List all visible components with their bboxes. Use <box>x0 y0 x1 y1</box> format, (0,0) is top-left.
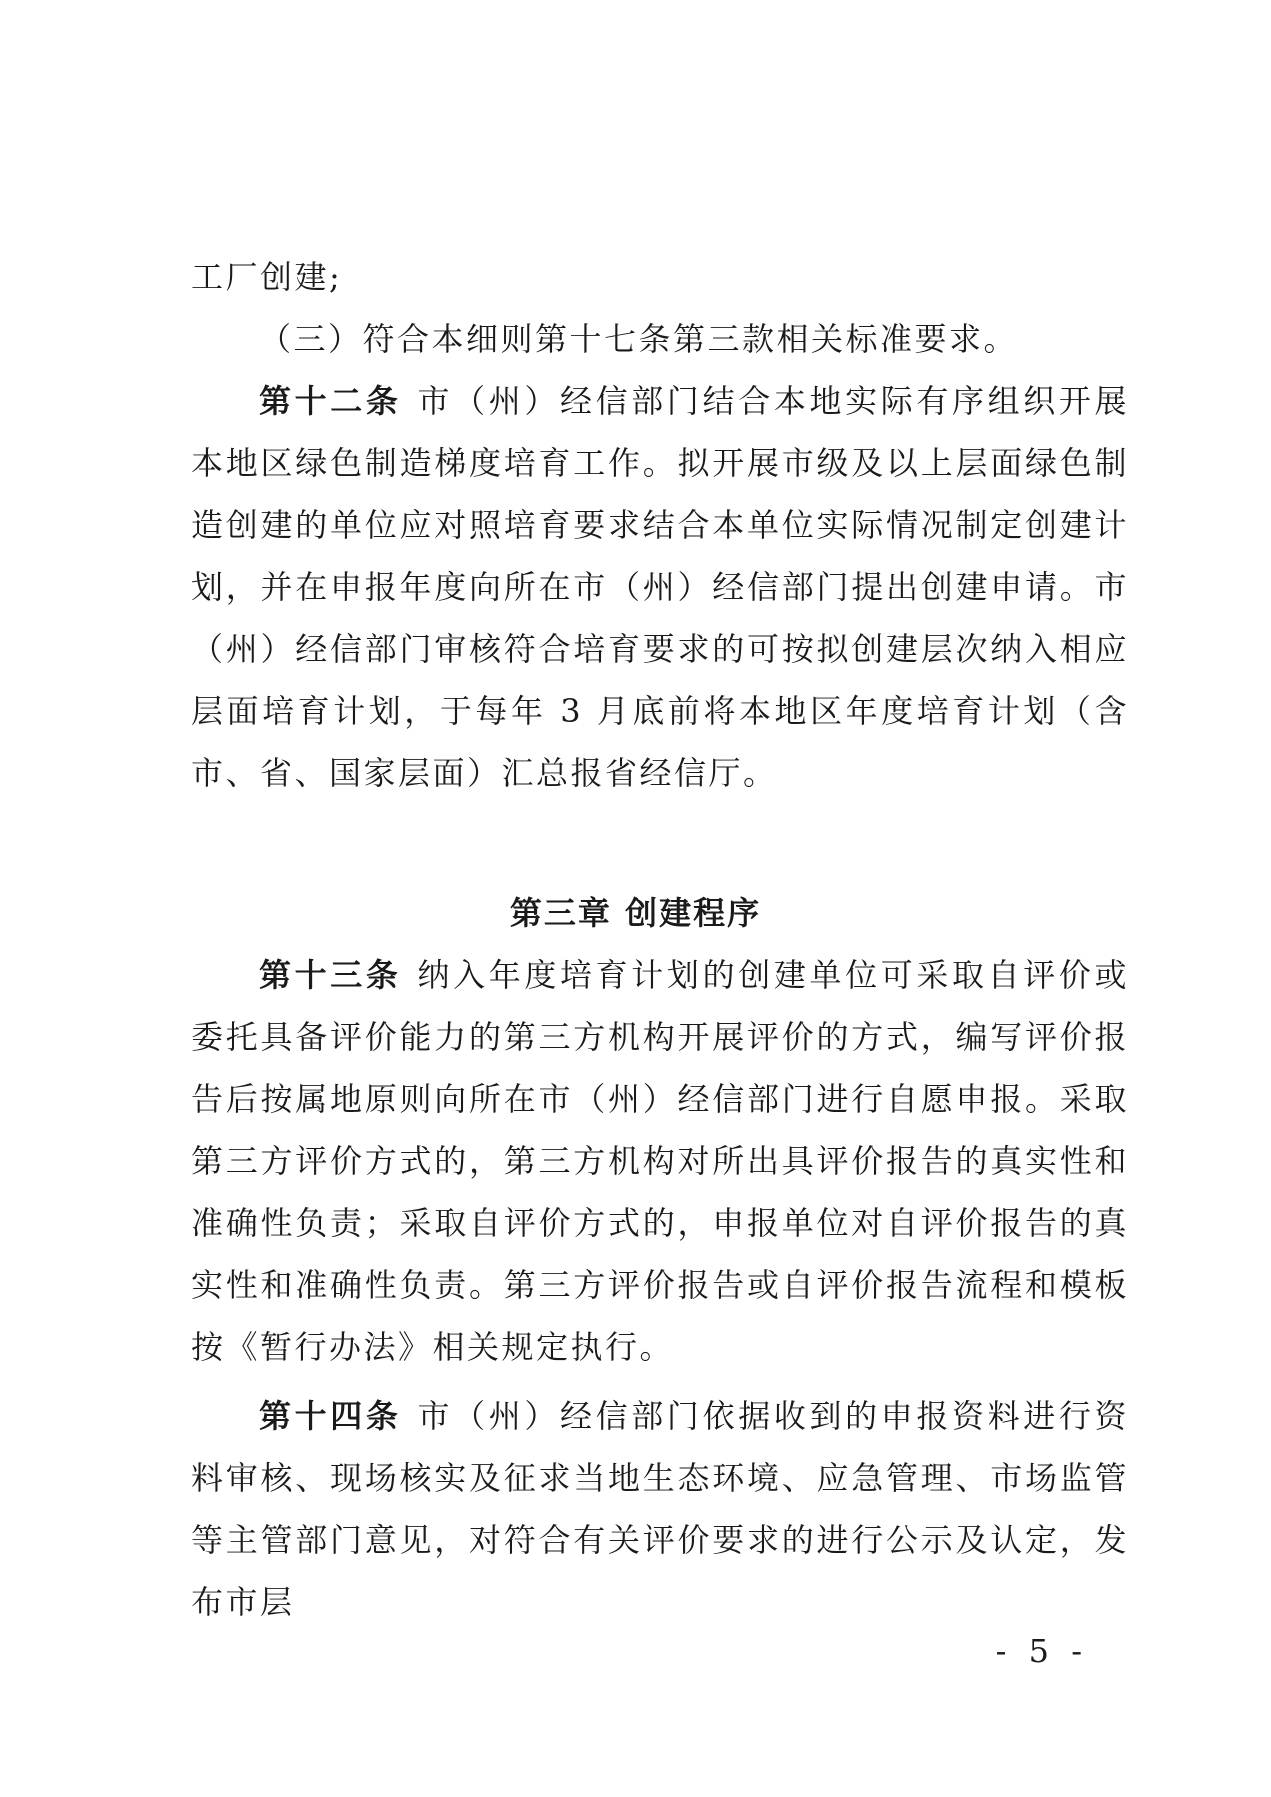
article-14-text: 市（州）经信部门依据收到的申报资料进行资料审核、现场核实及征求当地生态环境、应急管理、市场监管等主管部门意见，对符合有关评价要求的进行公示及认定，发布市层 <box>191 1397 1129 1621</box>
article-14-paragraph <box>191 1385 1129 1633</box>
article-12-paragraph <box>191 370 1129 804</box>
article-12-text: 市（州）经信部门结合本地实际有序组织开展本地区绿色制造梯度培育工作。拟开展市级及以上层面绿色制造创建的单位应对照培育要求结合本单位实际情况制定创建计划，并在申报年度向所在市（州）经信部门提出创建申请。市（州）经信部门审核符合培育要求的可按拟创建层次纳入相应层面培育计划，于每年 3 月底前将本地区年度培育计划（含市、省、国家层面）汇总报省经信厅。 <box>191 382 1129 792</box>
item-3-text: （三）符合本细则第十七条第三款相关标准要求。 <box>259 320 1019 358</box>
continuation-line <box>191 246 1129 308</box>
article-13-paragraph <box>191 944 1129 1378</box>
article-12-label: 第十二条 <box>259 382 402 420</box>
item-3-paragraph <box>191 308 1129 370</box>
article-13-label: 第十三条 <box>259 956 402 994</box>
page-number: - 5 - <box>995 1632 1088 1670</box>
article-13-text: 纳入年度培育计划的创建单位可采取自评价或委托具备评价能力的第三方机构开展评价的方式，编写评价报告后按属地原则向所在市（州）经信部门进行自愿申报。采取第三方评价方式的，第三方机构对所出具评价报告的真实性和准确性负责；采取自评价方式的，申报单位对自评价报告的真实性和准确性负责。第三方评价报告或自评价报告流程和模板按《暂行办法》相关规定执行。 <box>191 956 1129 1366</box>
continuation-text: 工厂创建; <box>191 258 343 296</box>
article-14-label: 第十四条 <box>259 1397 402 1435</box>
chapter-title: 第三章 创建程序 <box>509 894 762 932</box>
